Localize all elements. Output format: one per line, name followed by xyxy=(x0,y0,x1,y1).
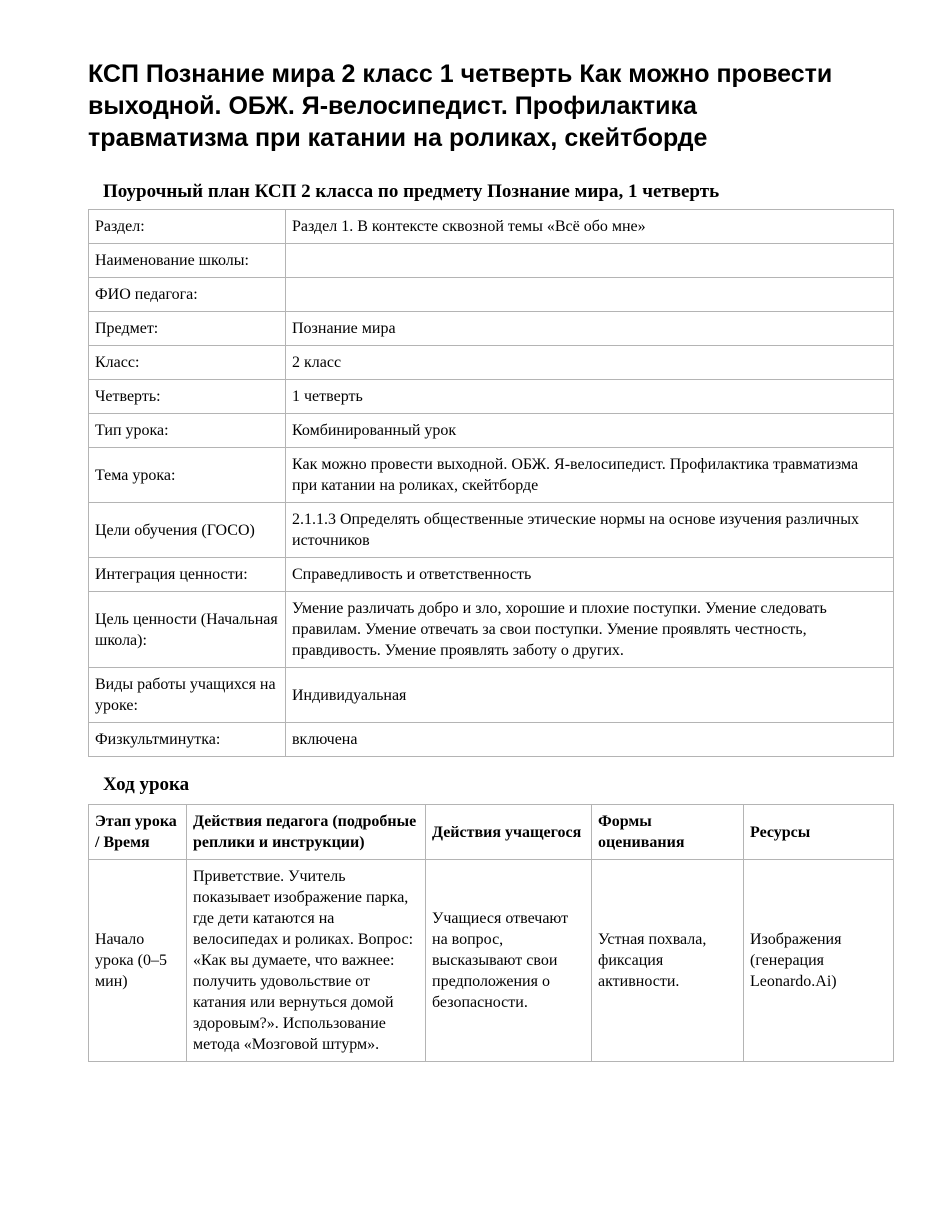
plan-row xyxy=(89,558,894,592)
col-header-stage: Этап урока / Время xyxy=(89,805,187,860)
plan-key: Интеграция ценности: xyxy=(89,558,286,592)
col-header-assessment: Формы оценивания xyxy=(592,805,744,860)
plan-row xyxy=(89,503,894,558)
lesson-row xyxy=(89,860,894,1062)
plan-key: Наименование школы: xyxy=(89,244,286,278)
plan-row xyxy=(89,312,894,346)
lesson-student-actions: Учащиеся отвечают на вопрос, высказывают свои предположения о безопасности. xyxy=(426,860,592,1062)
plan-value: Раздел 1. В контексте сквозной темы «Всё обо мне» xyxy=(286,210,894,244)
plan-row xyxy=(89,668,894,723)
plan-heading: Поурочный план КСП 2 класса по предмету Познание мира, 1 четверть xyxy=(103,181,720,202)
plan-value xyxy=(286,278,894,312)
document-title: КСП Познание мира 2 класс 1 четверть Как можно провести выходной. ОБЖ. Я-велосипедист. Профилактика травматизма при катании на роликах, скейтборде xyxy=(88,60,833,152)
col-header-teacher-actions: Действия педагога (подробные реплики и инструкции) xyxy=(187,805,426,860)
plan-key: Цель ценности (Начальная школа): xyxy=(89,592,286,668)
plan-row xyxy=(89,723,894,757)
plan-row xyxy=(89,414,894,448)
plan-value: 1 четверть xyxy=(286,380,894,414)
plan-key: Предмет: xyxy=(89,312,286,346)
plan-value xyxy=(286,244,894,278)
plan-key: Тема урока: xyxy=(89,448,286,503)
plan-table xyxy=(88,209,894,757)
plan-key: Раздел: xyxy=(89,210,286,244)
plan-value: Как можно провести выходной. ОБЖ. Я-велосипедист. Профилактика травматизма при катании на роликах, скейтборде xyxy=(286,448,894,503)
plan-row xyxy=(89,380,894,414)
lesson-stage: Начало урока (0–5 мин) xyxy=(89,860,187,1062)
plan-value: Комбинированный урок xyxy=(286,414,894,448)
plan-value: Познание мира xyxy=(286,312,894,346)
plan-row xyxy=(89,278,894,312)
plan-key: Тип урока: xyxy=(89,414,286,448)
plan-row xyxy=(89,346,894,380)
plan-value: 2.1.1.3 Определять общественные этические нормы на основе изучения различных источников xyxy=(286,503,894,558)
plan-key: ФИО педагога: xyxy=(89,278,286,312)
plan-value: 2 класс xyxy=(286,346,894,380)
plan-row xyxy=(89,210,894,244)
lesson-assessment: Устная похвала, фиксация активности. xyxy=(592,860,744,1062)
lesson-resources: Изображения (генерация Leonardo.Ai) xyxy=(744,860,894,1062)
plan-key: Четверть: xyxy=(89,380,286,414)
plan-row xyxy=(89,244,894,278)
plan-value: Умение различать добро и зло, хорошие и плохие поступки. Умение следовать правилам. Умение отвечать за свои поступки. Умение проявлять честность, правдивость. Умение проявлять заботу о других. xyxy=(286,592,894,668)
plan-key: Цели обучения (ГОСО) xyxy=(89,503,286,558)
lesson-header-row xyxy=(89,805,894,860)
plan-key: Класс: xyxy=(89,346,286,380)
plan-value: Индивидуальная xyxy=(286,668,894,723)
col-header-resources: Ресурсы xyxy=(744,805,894,860)
document-page xyxy=(88,58,893,1062)
col-header-student-actions: Действия учащегося xyxy=(426,805,592,860)
plan-row xyxy=(89,448,894,503)
plan-table-body xyxy=(89,210,894,757)
plan-value: Справедливость и ответственность xyxy=(286,558,894,592)
plan-key: Физкультминутка: xyxy=(89,723,286,757)
lesson-heading: Ход урока xyxy=(103,774,190,795)
lesson-table xyxy=(88,804,894,1062)
lesson-teacher-actions: Приветствие. Учитель показывает изображение парка, где дети катаются на велосипедах и роликах. Вопрос: «Как вы думаете, что важнее: получить удовольствие от катания или вернуться домой здоровым?». Использование метода «Мозговой штурм». xyxy=(187,860,426,1062)
plan-value: включена xyxy=(286,723,894,757)
plan-row xyxy=(89,592,894,668)
plan-key: Виды работы учащихся на уроке: xyxy=(89,668,286,723)
